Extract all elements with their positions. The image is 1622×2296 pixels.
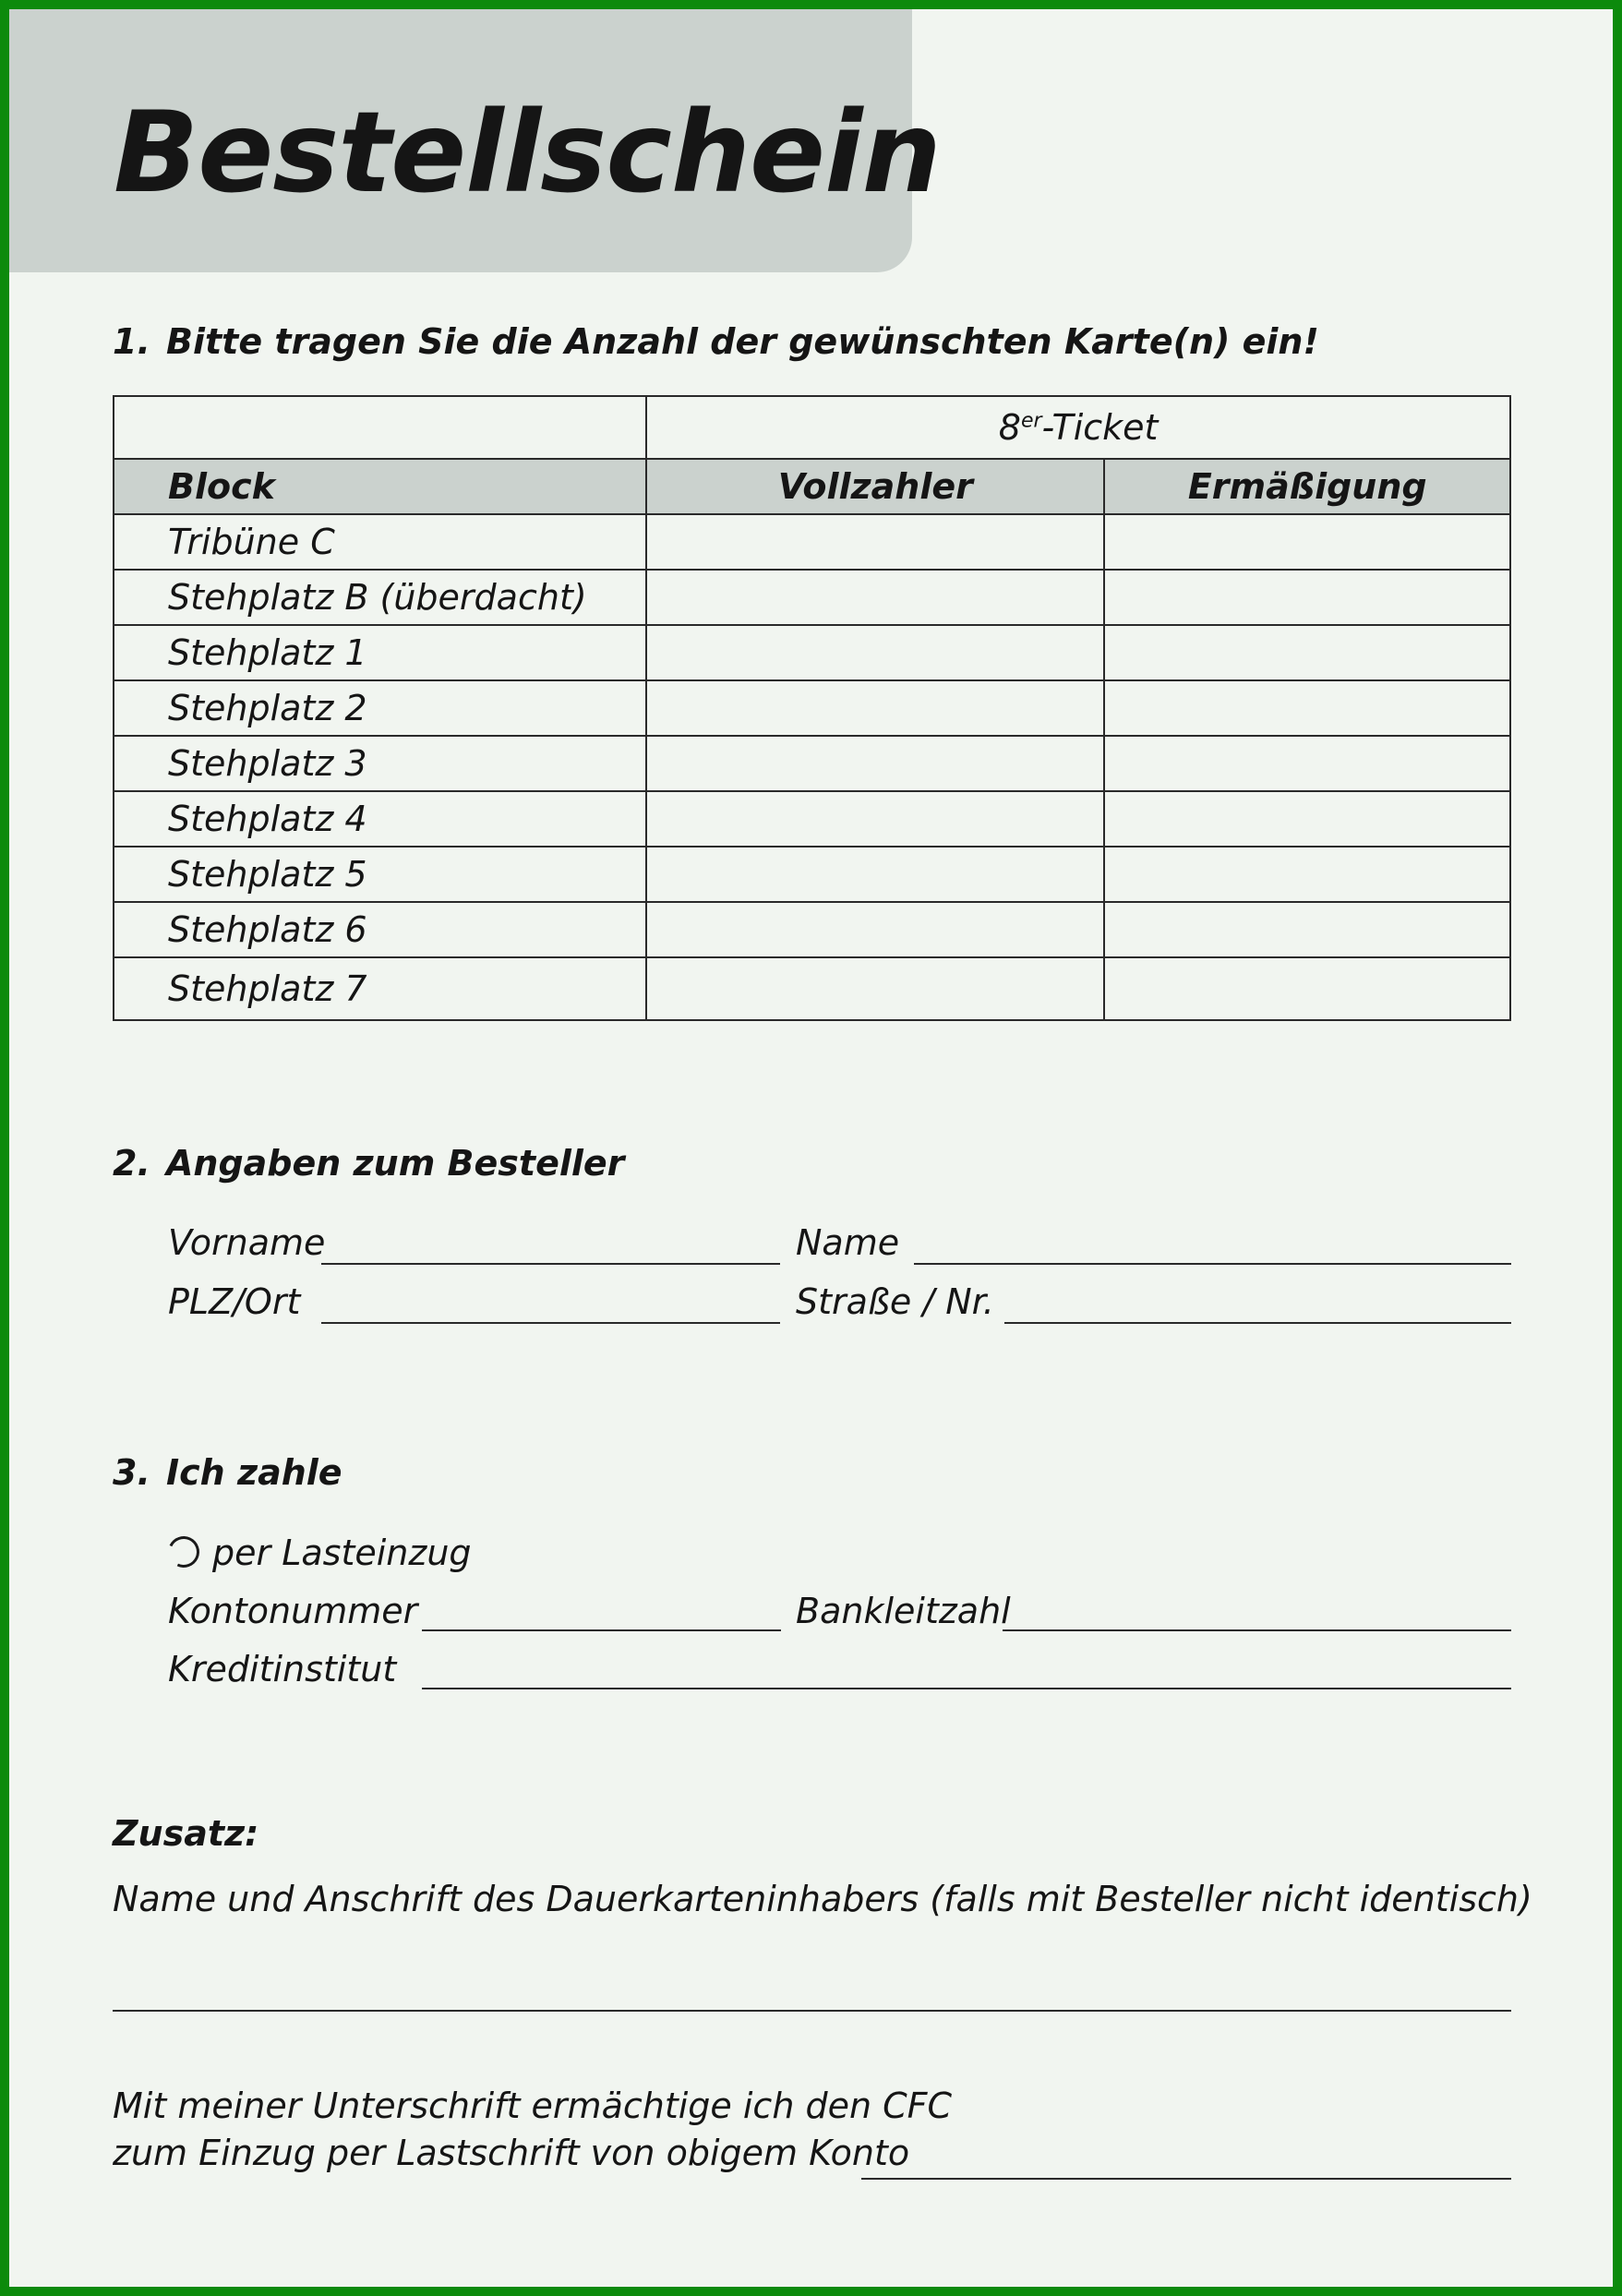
table-row	[114, 902, 1510, 957]
zusatz-text: Name und Anschrift des Dauerkarteninhabers (falls mit Besteller nicht identisch)	[113, 1879, 1532, 1919]
ticket-group-header: 8er-Ticket	[646, 396, 1510, 459]
row-label: Tribüne C	[114, 514, 646, 570]
radio-circle-icon[interactable]	[163, 1532, 204, 1572]
ermaessigung-input-cell[interactable]	[1104, 847, 1510, 902]
signature-field[interactable]	[861, 2178, 1511, 2180]
section3-number: 3.	[113, 1452, 150, 1493]
strasse-field[interactable]	[1004, 1322, 1511, 1324]
vorname-label: Vorname	[168, 1222, 326, 1263]
kreditinstitut-label: Kreditinstitut	[168, 1649, 397, 1689]
table-row	[114, 680, 1510, 736]
section2-heading	[113, 1143, 624, 1184]
section2-title: Angaben zum Besteller	[166, 1143, 625, 1184]
ermaessigung-input-cell[interactable]	[1104, 902, 1510, 957]
table-row	[114, 625, 1510, 680]
section3-title: Ich zahle	[166, 1452, 342, 1493]
table-row	[114, 957, 1510, 1020]
name-label: Name	[796, 1222, 900, 1263]
section1-number: 1.	[113, 321, 150, 362]
row-label: Stehplatz 5	[114, 847, 646, 902]
lasteinzug-option[interactable]	[168, 1533, 472, 1573]
section2-number: 2.	[113, 1143, 150, 1184]
table-row	[114, 514, 1510, 570]
ermaessigung-input-cell[interactable]	[1104, 791, 1510, 847]
table-row	[114, 791, 1510, 847]
row-label: Stehplatz 7	[114, 957, 646, 1020]
row-label: Stehplatz 6	[114, 902, 646, 957]
column-header-vollzahler: Vollzahler	[646, 459, 1104, 514]
page-title: Bestellschein	[114, 88, 941, 218]
table-group-header-row	[114, 396, 1510, 459]
ermaessigung-input-cell[interactable]	[1104, 957, 1510, 1020]
vollzahler-input-cell[interactable]	[646, 570, 1104, 625]
ticket-table	[113, 395, 1511, 1021]
ermaessigung-input-cell[interactable]	[1104, 514, 1510, 570]
name-field[interactable]	[914, 1263, 1511, 1265]
ermaessigung-input-cell[interactable]	[1104, 570, 1510, 625]
vollzahler-input-cell[interactable]	[646, 625, 1104, 680]
vorname-field[interactable]	[321, 1263, 780, 1265]
signature-text-line2: zum Einzug per Lastschrift von obigem Konto	[113, 2133, 910, 2173]
row-label: Stehplatz 2	[114, 680, 646, 736]
zusatz-field[interactable]	[113, 2010, 1511, 2012]
lasteinzug-label: per Lasteinzug	[212, 1533, 472, 1573]
column-header-ermaessigung: Ermäßigung	[1104, 459, 1510, 514]
strasse-label: Straße / Nr.	[796, 1281, 994, 1322]
row-label: Stehplatz 3	[114, 736, 646, 791]
vollzahler-input-cell[interactable]	[646, 736, 1104, 791]
kreditinstitut-field[interactable]	[422, 1688, 1511, 1689]
table-row	[114, 847, 1510, 902]
table-row	[114, 570, 1510, 625]
section1-heading	[113, 321, 1319, 362]
plz-ort-label: PLZ/Ort	[168, 1281, 301, 1322]
kontonummer-field[interactable]	[422, 1629, 781, 1631]
table-row	[114, 736, 1510, 791]
column-header-block: Block	[114, 459, 646, 514]
signature-text-line1: Mit meiner Unterschrift ermächtige ich den CFC	[113, 2086, 953, 2126]
vollzahler-input-cell[interactable]	[646, 680, 1104, 736]
section3-heading	[113, 1452, 342, 1493]
row-label: Stehplatz 1	[114, 625, 646, 680]
ermaessigung-input-cell[interactable]	[1104, 736, 1510, 791]
table-column-header-row	[114, 459, 1510, 514]
title-box	[9, 9, 941, 272]
bankleitzahl-label: Bankleitzahl	[796, 1591, 1011, 1631]
bankleitzahl-field[interactable]	[1003, 1629, 1511, 1631]
ermaessigung-input-cell[interactable]	[1104, 680, 1510, 736]
plz-ort-field[interactable]	[321, 1322, 780, 1324]
vollzahler-input-cell[interactable]	[646, 514, 1104, 570]
ermaessigung-input-cell[interactable]	[1104, 625, 1510, 680]
vollzahler-input-cell[interactable]	[646, 902, 1104, 957]
row-label: Stehplatz 4	[114, 791, 646, 847]
vollzahler-input-cell[interactable]	[646, 847, 1104, 902]
table-corner-cell	[114, 396, 646, 459]
zusatz-heading: Zusatz:	[113, 1813, 259, 1854]
row-label: Stehplatz B (überdacht)	[114, 570, 646, 625]
section1-title: Bitte tragen Sie die Anzahl der gewünschten Karte(n) ein!	[166, 321, 1319, 362]
vollzahler-input-cell[interactable]	[646, 957, 1104, 1020]
vollzahler-input-cell[interactable]	[646, 791, 1104, 847]
kontonummer-label: Kontonummer	[168, 1591, 418, 1631]
